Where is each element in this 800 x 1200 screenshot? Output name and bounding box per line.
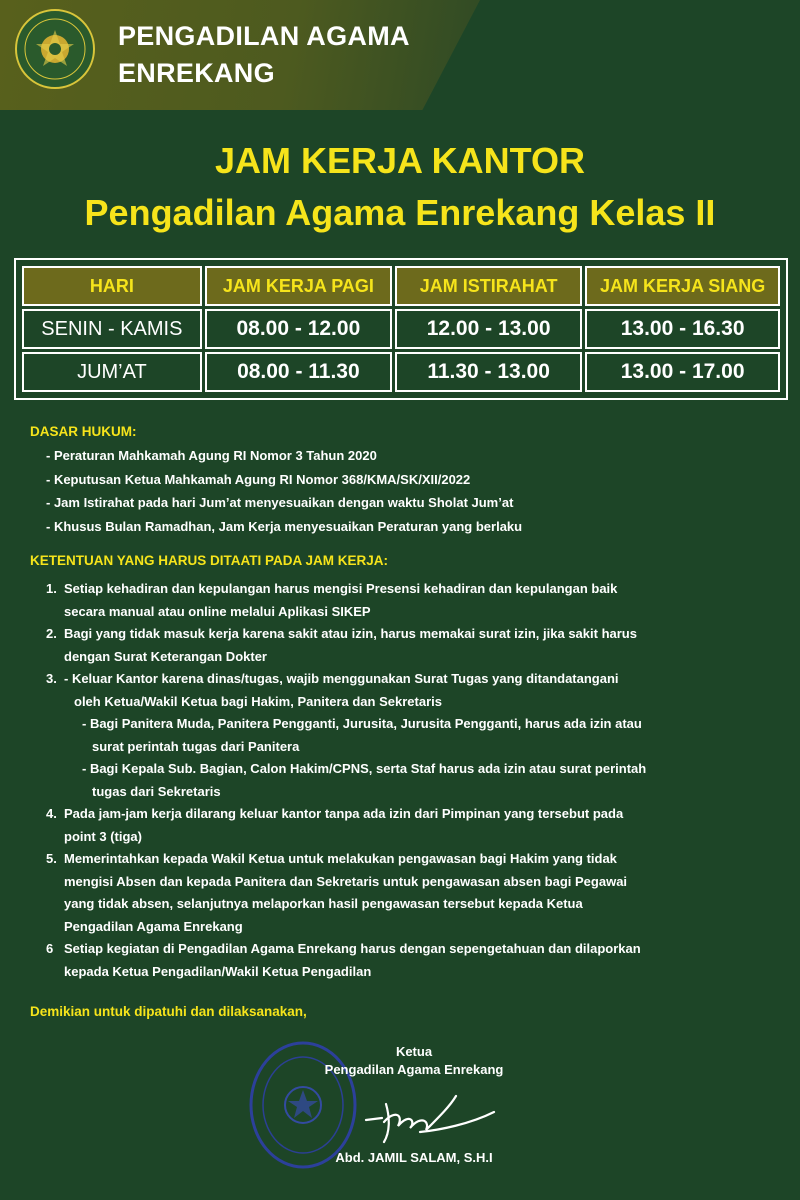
rule-line: Bagi yang tidak masuk kerja karena sakit atau izin, harus memakai surat izin, jika sakit harus: [64, 626, 637, 641]
rule-line: tugas dari Sekretaris: [92, 783, 221, 799]
page-title: JAM KERJA KANTOR: [214, 140, 586, 181]
org-name-line1: PENGADILAN AGAMA: [118, 21, 410, 51]
rule-item: [46, 938, 766, 983]
list-item: - Peraturan Mahkamah Agung RI Nomor 3 Tahun 2020: [46, 448, 377, 463]
list-item: - Jam Istirahat pada hari Jum’at menyesuaikan dengan waktu Sholat Jum’at: [46, 495, 514, 510]
rules-list: [46, 578, 766, 983]
rule-item: [46, 668, 766, 713]
list-item: - Khusus Bulan Ramadhan, Jam Kerja menyesuaikan Peraturan yang berlaku: [46, 518, 523, 534]
rule-item: [46, 578, 766, 623]
cell-morning: 08.00 - 11.30: [205, 352, 392, 392]
rule-line: - Bagi Panitera Muda, Panitera Pengganti, Jurusita, Jurusita Pengganti, harus ada izin atau: [82, 716, 642, 731]
rule-line: surat perintah tugas dari Panitera: [92, 738, 300, 754]
cell-day: SENIN - KAMIS: [22, 309, 202, 349]
rule-line: dengan Surat Keterangan Dokter: [64, 648, 267, 664]
table-header-row: [22, 266, 780, 306]
legal-basis-list: [46, 444, 522, 538]
rule-line: mengisi Absen dan kepada Panitera dan Sekretaris untuk pengawasan absen bagi Pegawai: [64, 873, 628, 889]
list-item: - Keputusan Ketua Mahkamah Agung RI Nomor 368/KMA/SK/XII/2022: [46, 471, 471, 487]
page-subtitle: Pengadilan Agama Enrekang Kelas II: [84, 192, 716, 233]
rule-line: - Keluar Kantor karena dinas/tugas, wajib menggunakan Surat Tugas yang ditandatangani: [64, 671, 619, 686]
cell-afternoon: 13.00 - 16.30: [585, 309, 780, 349]
cell-afternoon: 13.00 - 17.00: [585, 352, 780, 392]
rule-item: [46, 758, 766, 803]
col-header-afternoon: JAM KERJA SIANG: [585, 266, 780, 306]
rule-line: Setiap kegiatan di Pengadilan Agama Enrekang harus dengan sepengetahuan dan dilaporkan: [64, 941, 641, 956]
col-header-day: HARI: [22, 266, 202, 306]
rule-item: [46, 803, 766, 848]
closing-statement: Demikian untuk dipatuhi dan dilaksanakan,: [30, 1004, 307, 1019]
rule-number: 6: [46, 941, 54, 956]
rule-line: secara manual atau online melalui Aplikasi SIKEP: [64, 603, 371, 619]
legal-basis-heading: DASAR HUKUM:: [30, 424, 137, 439]
rules-heading: KETENTUAN YANG HARUS DITAATI PADA JAM KERJA:: [30, 553, 389, 568]
rule-number: 3.: [46, 671, 57, 686]
table-row: [22, 309, 780, 349]
signature-icon: [360, 1092, 500, 1148]
col-header-break: JAM ISTIRAHAT: [395, 266, 582, 306]
organization-name: [118, 18, 410, 92]
rule-number: [46, 713, 64, 758]
cell-break: 12.00 - 13.00: [395, 309, 582, 349]
cell-break: 11.30 - 13.00: [395, 352, 582, 392]
court-emblem-icon: [14, 8, 96, 90]
signatory-position: Ketua: [395, 1044, 433, 1059]
schedule-table: [14, 258, 788, 400]
cell-day: JUM’AT: [22, 352, 202, 392]
rule-line: yang tidak absen, selanjutnya melaporkan hasil pengawasan tersebut kepada Ketua: [64, 896, 583, 911]
rule-number: 2.: [46, 626, 57, 641]
org-name-line2: ENREKANG: [118, 58, 275, 88]
rule-item: [46, 623, 766, 668]
rule-line: - Bagi Kepala Sub. Bagian, Calon Hakim/CPNS, serta Staf harus ada izin atau surat perintah: [82, 761, 647, 776]
rule-line: oleh Ketua/Wakil Ketua bagi Hakim, Panitera dan Sekretaris: [74, 693, 442, 709]
rule-number: 1.: [46, 581, 57, 596]
rule-line: kepada Ketua Pengadilan/Wakil Ketua Pengadilan: [64, 963, 372, 979]
cell-morning: 08.00 - 12.00: [205, 309, 392, 349]
rule-line: Setiap kehadiran dan kepulangan harus mengisi Presensi kehadiran dan kepulangan baik: [64, 581, 618, 596]
table-row: [22, 352, 780, 392]
rule-line: Memerintahkan kepada Wakil Ketua untuk melakukan pengawasan bagi Hakim yang tidak: [64, 851, 617, 866]
rule-item: [46, 713, 766, 758]
rule-item: [46, 848, 766, 938]
rule-number: [46, 758, 64, 803]
signatory-office: Pengadilan Agama Enrekang: [324, 1062, 504, 1077]
signatory-name: Abd. JAMIL SALAM, S.H.I: [335, 1150, 493, 1165]
col-header-morning: JAM KERJA PAGI: [205, 266, 392, 306]
rule-number: 5.: [46, 851, 57, 866]
rule-number: 4.: [46, 806, 57, 821]
rule-line: Pada jam-jam kerja dilarang keluar kantor tanpa ada izin dari Pimpinan yang tersebut pada: [64, 806, 624, 821]
rule-line: point 3 (tiga): [64, 828, 142, 844]
rule-line: Pengadilan Agama Enrekang: [64, 918, 243, 934]
